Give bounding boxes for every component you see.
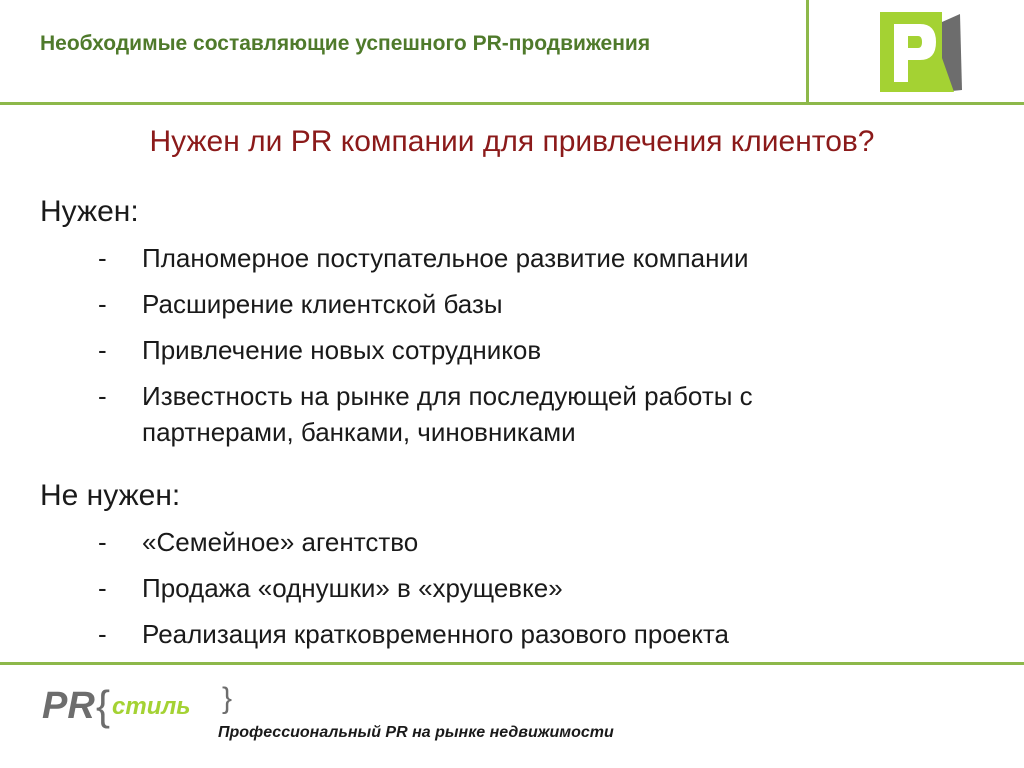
list-item <box>0 240 1024 286</box>
slide-question: Нужен ли PR компании для привлечения клиентов? <box>149 125 875 158</box>
footer-logo-pr-text: PR <box>42 685 95 727</box>
footer-tagline: Профессиональный PR на рынке недвижимости <box>218 724 614 741</box>
list-item <box>0 286 1024 332</box>
bullet-dash: - <box>98 243 107 273</box>
list-item-text: Известность на рынке для последующей работы с партнерами, банками, чиновниками <box>142 381 753 447</box>
pr-style-footer-logo <box>42 678 242 738</box>
list-item-text: Реализация кратковременного разового проекта <box>142 619 730 649</box>
pr-corner-logo <box>880 12 966 92</box>
list-item-text: Продажа «однушки» в «хрущевке» <box>142 573 563 603</box>
not-needed-list <box>0 524 1024 662</box>
list-item <box>0 524 1024 570</box>
list-item-text: «Семейное» агентство <box>142 527 419 557</box>
slide-header-title: Необходимые составляющие успешного PR-продвижения <box>40 32 651 55</box>
footer-logo-brace-right: } <box>222 682 233 715</box>
list-item <box>0 332 1024 378</box>
list-item-text: Расширение клиентской базы <box>142 289 503 319</box>
bullet-dash: - <box>98 573 107 603</box>
list-item-text: Планомерное поступательное развитие компании <box>142 243 749 273</box>
footer-logo-style-text: стиль <box>112 693 191 720</box>
bullet-dash: - <box>98 335 107 365</box>
not-needed-heading: Не нужен: <box>40 479 181 512</box>
list-item-text: Привлечение новых сотрудников <box>142 335 542 365</box>
list-item <box>0 378 1024 460</box>
bullet-dash: - <box>98 527 107 557</box>
bullet-dash: - <box>98 381 107 411</box>
header-vertical-divider <box>806 0 809 102</box>
footer-logo-brace-left: { <box>96 682 111 729</box>
list-item <box>0 570 1024 616</box>
bullet-dash: - <box>98 619 107 649</box>
needed-heading: Нужен: <box>40 195 139 228</box>
header-divider <box>0 102 1024 105</box>
bullet-dash: - <box>98 289 107 319</box>
needed-list <box>0 240 1024 460</box>
footer-divider <box>0 662 1024 665</box>
list-item <box>0 616 1024 662</box>
